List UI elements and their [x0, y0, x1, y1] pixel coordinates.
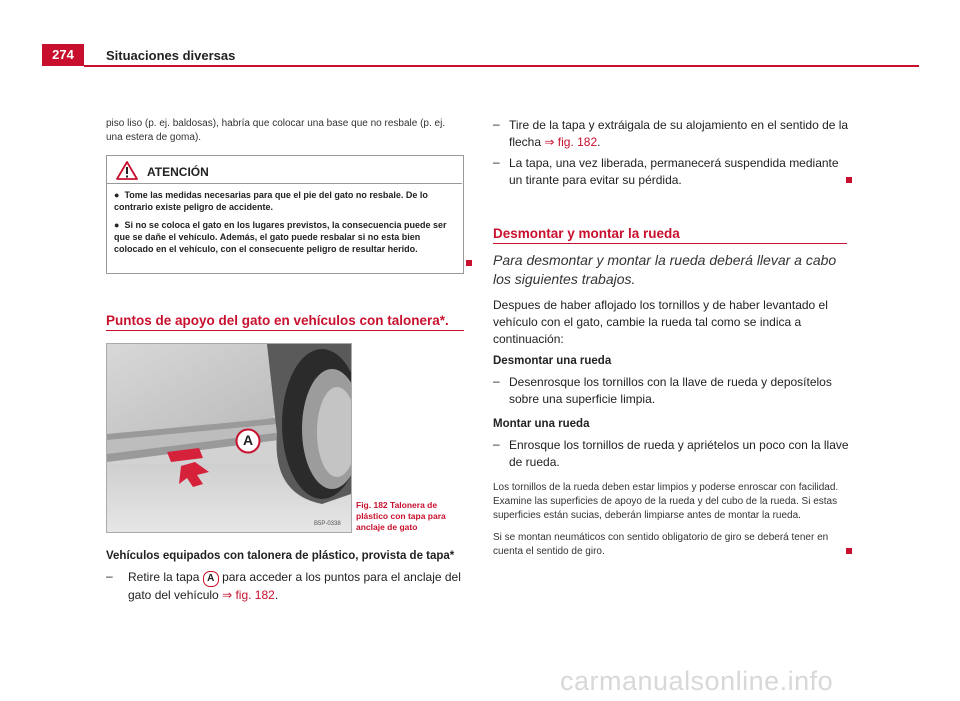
bullet-icon: ● — [114, 190, 125, 200]
figure-code: B5P-0338 — [314, 521, 341, 527]
page-number: 274 — [52, 47, 74, 62]
note-bolts: Los tornillos de la rueda deben estar limpios y poderse enroscar con facilidad. Examine las superficies de apoyo de la rueda y del cubo de la rueda. Si estas superficies están sucias, deberán limpiarse antes de montar la rueda. — [493, 482, 839, 521]
section-end-marker — [846, 177, 852, 183]
step-remove-cover: Retire la tapa A para acceder a los puntos para el anclaje del gato del vehículo ⇒ fig. 182. — [128, 570, 461, 602]
step-dash: – — [493, 437, 500, 451]
figure-182-illustration — [106, 343, 352, 533]
figure-label-a: A — [242, 432, 254, 448]
warning-item: ● Tome las medidas necesarias para que el pie del gato no resbale. De lo contrario existe peligro de accidente. — [114, 190, 428, 212]
intro-paragraph: piso liso (p. ej. baldosas), habría que colocar una base que no resbale (p. ej. una estera de goma). — [106, 118, 446, 143]
warning-title: ATENCIÓN — [147, 165, 209, 179]
step-dash: – — [106, 569, 113, 583]
page-header-title: Situaciones diversas — [106, 48, 236, 63]
figure-caption: Fig. 182 Talonera de plástico con tapa para anclaje de gato — [356, 500, 446, 532]
section-rule — [106, 330, 464, 331]
dismount-title: Desmontar una rueda — [493, 355, 612, 367]
step-cover-suspended: La tapa, una vez liberada, permanecerá suspendida mediante un tirante para evitar su pérdida. — [509, 156, 839, 187]
step-dash: – — [493, 155, 500, 169]
inline-label-a: A — [203, 571, 219, 587]
section-rule — [493, 243, 847, 244]
watermark: carmanualsonline.info — [560, 666, 834, 696]
wheel-procedure-paragraph: Despues de haber aflojado los tornillos y de haber levantado el vehículo con el gato, cambie la rueda tal como se indica a continuación: — [493, 298, 828, 346]
fig-182-link[interactable]: ⇒ fig. 182 — [222, 588, 275, 602]
section-title-wheel: Desmontar y montar la rueda — [493, 226, 680, 241]
header-rule — [84, 65, 919, 67]
mount-step: Enrosque los tornillos de rueda y apriételos un poco con la llave de rueda. — [509, 438, 849, 469]
warning-item: ● Si no se coloca el gato en los lugares previstos, la consecuencia puede ser que se dañe el vehículo. Además, el gato puede resbalar si no esta bien colocado en el vehículo, con el consecuente peligro de resultar herido. — [114, 220, 447, 254]
section-title-jack-points: Puntos de apoyo del gato en vehículos con talonera*. — [106, 313, 449, 328]
fig-182-link[interactable]: ⇒ fig. 182 — [544, 135, 598, 149]
step-dash: – — [493, 117, 500, 131]
section-end-marker — [466, 260, 472, 266]
step-dash: – — [493, 374, 500, 388]
note-rotation: Si se montan neumáticos con sentido obligatorio de giro se deberá tener en cuenta el sentido de giro. — [493, 532, 829, 557]
mount-title: Montar una rueda — [493, 418, 590, 430]
wheel-intro: Para desmontar y montar la rueda deberá llevar a cabo los siguientes trabajos. — [493, 252, 837, 287]
step-pull-cover: Tire de la tapa y extráigala de su alojamiento en el sentido de la flecha ⇒ fig. 182. — [509, 118, 849, 149]
section-end-marker — [846, 548, 852, 554]
bullet-icon: ● — [114, 220, 125, 230]
warning-triangle-icon — [116, 161, 138, 185]
subsection-title: Vehículos equipados con talonera de plástico, provista de tapa* — [106, 550, 455, 562]
dismount-step: Desenrosque los tornillos con la llave de rueda y deposítelos sobre una superficie limpia. — [509, 375, 832, 406]
